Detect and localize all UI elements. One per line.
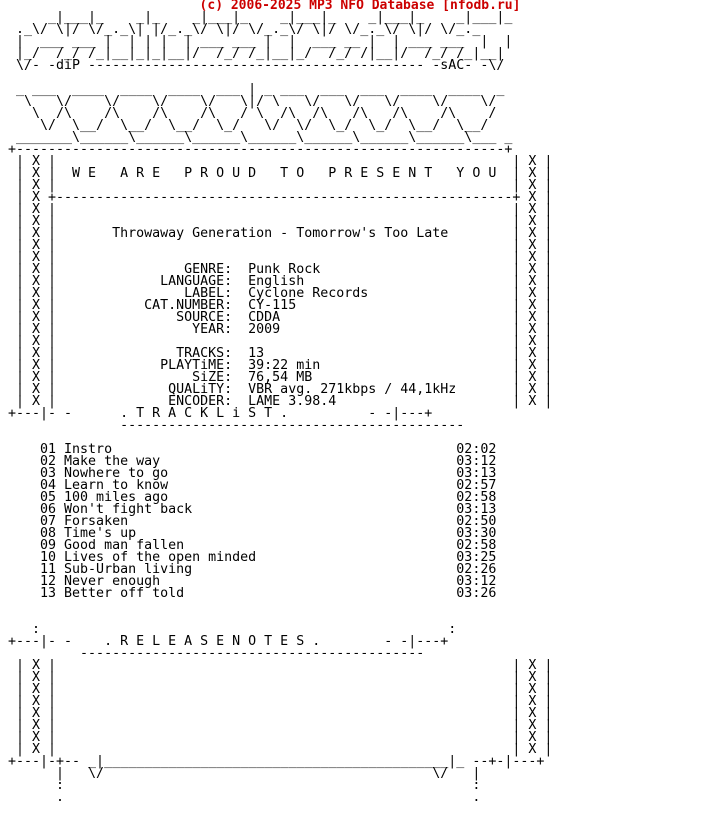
header-art-line: \/ \__/ \__/ \__/ \_/ \/ \/ \_/ \_/ \__/ \__/ [8, 118, 489, 133]
track-row: 11 Sub-Urban living 02:26 [8, 562, 497, 577]
frame-line: | X | | X | [8, 250, 553, 265]
frame-line: | X | | X | [8, 202, 553, 217]
track-row: 09 Good man fallen 02:58 [8, 538, 497, 553]
header-art-line: |_/ /_/ /_|__|_|_|__|/ /_/ /_|__|_/ /_/ /|__|/ /_/ /_|__| [8, 46, 505, 61]
release-title: | X | Throwaway Generation - Tomorrow's Too Late | X | [8, 226, 553, 241]
footer-art-line: +---|-+-- _|___________________________________________|_ --+-|---+ [8, 754, 545, 769]
spec-row: | X | PLAYTiME: 39:22 min | X | [8, 358, 553, 373]
separator-line: : : [8, 622, 457, 637]
track-row: 04 Learn to know 02:57 [8, 478, 497, 493]
header-art-line: +-------------------------------------------------------------+ [8, 142, 513, 157]
tracklist-underline: ------------------------------------------- [8, 418, 465, 433]
header-art-line: \ \/ \/ \/ \/ \|/ \ \/ \/ \/ \/ \/ [8, 94, 497, 109]
frame-divider: | X +---------------------------------------------------------+ X | [8, 190, 553, 205]
frame-line: | X | | X | [8, 238, 553, 253]
header-art-line: _ ___ ____ ____ ____ ___ | _ ___ ___ ___ ____ ____ _ [8, 82, 505, 97]
track-row: 03 Nowhere to go 03:13 [8, 466, 497, 481]
present-line: | X | W E A R E P R O U D T O P R E S E N T Y O U | X | [8, 166, 553, 181]
frame-line: | X | | X | [8, 682, 553, 697]
track-row: 08 Time's up 03:30 [8, 526, 497, 541]
nfodb-credit: (c) 2006-2025 MP3 NFO Database [nfodb.ru] [199, 0, 521, 13]
frame-line: | X | | X | [8, 694, 553, 709]
header-art-line: ._\/ \|/ \/_._\| |/_._\/ \|/ \/_._\/ \|/ \/_._\/ \|/ \/_._ [8, 22, 481, 37]
track-row: 13 Better off told 03:26 [8, 586, 497, 601]
track-row: 10 Lives of the open minded 03:25 [8, 550, 497, 565]
spec-row: | X | ENCODER: LAME 3.98.4 | X | [8, 394, 553, 409]
track-row: 02 Make the way 03:12 [8, 454, 497, 469]
info-row: | X | SOURCE: CDDA | X | [8, 310, 553, 325]
info-row: | X | LABEL: Cyclone Records | X | [8, 286, 553, 301]
releasenotes-underline: ------------------------------------------- [8, 646, 425, 661]
nfo-body [8, 12, 712, 804]
frame-line: | X | | X | [8, 742, 553, 757]
frame-line: | X | | X | [8, 658, 553, 673]
footer-art-line: | \/ \/ | [8, 766, 481, 781]
track-row: 06 Won't fight back 03:13 [8, 502, 497, 517]
frame-line: | X | | X | [8, 334, 553, 349]
header-art-line: \ /\ /\ /\ /\ / \ /\ /\ /\ /\ /\ / [8, 106, 497, 121]
track-row: 12 Never enough 03:12 [8, 574, 497, 589]
info-row: | X | YEAR: 2009 | X | [8, 322, 553, 337]
footer-art-line: . . [8, 790, 481, 805]
track-row: 01 Instro 02:02 [8, 442, 497, 457]
releasenotes-header: +---|- - . R E L E A S E N O T E S . - -|---+ [8, 634, 449, 649]
frame-line: | X | | X | [8, 718, 553, 733]
track-row: 07 Forsaken 02:50 [8, 514, 497, 529]
tracklist-header: +---|- - . T R A C K L i S T . - -|---+ [8, 406, 433, 421]
header-art-line: _______\______\______\______\______\______\______\______\___ _ [8, 130, 513, 145]
frame-line: | X | | X | [8, 706, 553, 721]
footer-art-line: : : [8, 778, 481, 793]
info-row: | X | GENRE: Punk Rock | X | [8, 262, 553, 277]
spec-row: | X | SiZE: 76,54 MB | X | [8, 370, 553, 385]
frame-line: | X | | X | [8, 670, 553, 685]
info-row: | X | CAT.NUMBER: CY-115 | X | [8, 298, 553, 313]
frame-line: | X | | X | [8, 730, 553, 745]
nfo-document [8, 0, 712, 804]
frame-line: | X | | X | [8, 178, 553, 193]
header-art-line: _|___|_ _|_ _|___|_ _|___|_ _|___|_ _|___|_ [8, 10, 513, 25]
spec-row: | X | TRACKS: 13 | X | [8, 346, 553, 361]
info-row: | X | LANGUAGE: English | X | [8, 274, 553, 289]
frame-line: | X | | X | [8, 214, 553, 229]
frame-line: | X | | X | [8, 154, 553, 169]
header-art-line: | ___ ___ | | | | | ___ ___ | | ___ __ | | ___ ___ | | [8, 34, 513, 49]
spec-row: | X | QUALiTY: VBR avg. 271kbps / 44,1kHz | X | [8, 382, 553, 397]
blank-line [8, 600, 712, 612]
header-art-line: \/- -diP ------------------------------------------ -sAC- -\/ [8, 58, 505, 73]
track-row: 05 100 miles ago 02:58 [8, 490, 497, 505]
